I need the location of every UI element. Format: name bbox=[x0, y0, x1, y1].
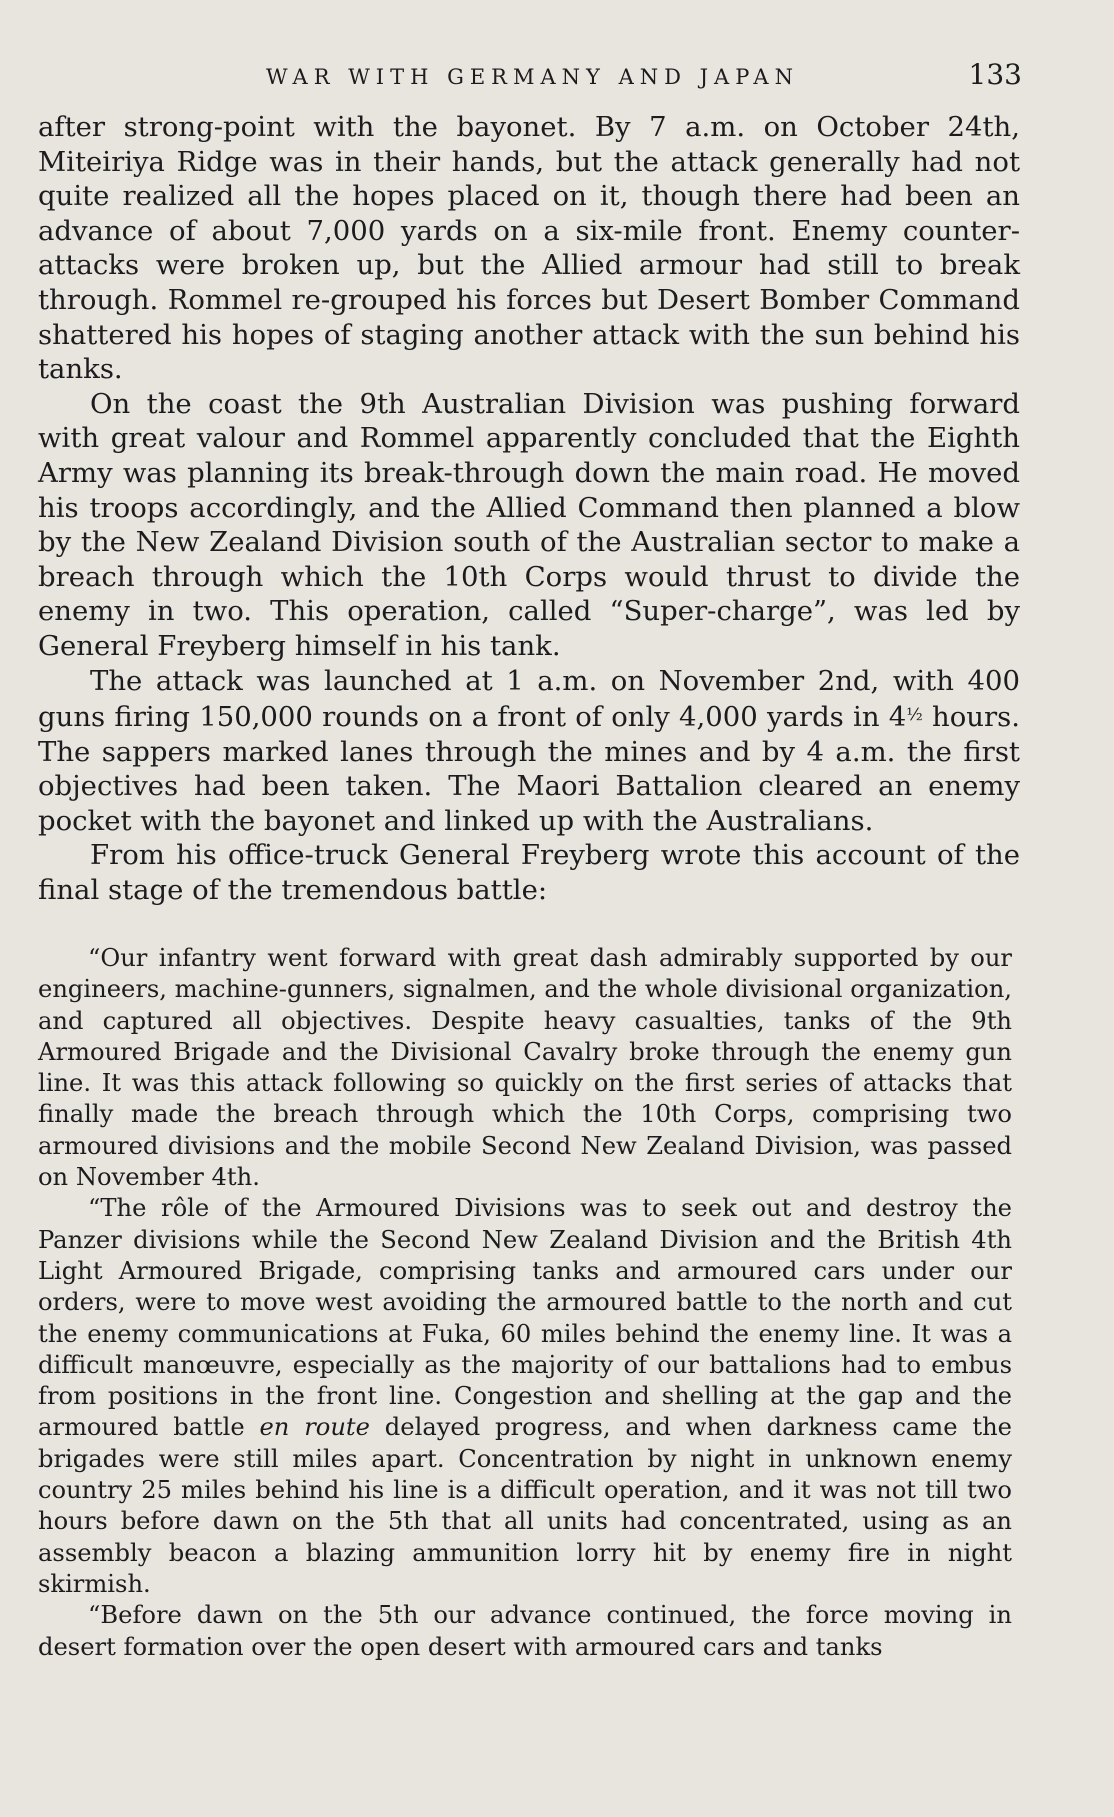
quote-paragraph: “Before dawn on the 5th our advance continued, the force moving in desert formation over the open desert with armoured cars and tanks bbox=[38, 1601, 1012, 1661]
quote-text: delayed progress, and when darkness came the brigades were still miles apart. Concentration by night in unknown enemy country 25 miles behind his line is a difficult operation, and it was not till two hours before dawn on the 5th that all units had concentrated, using as an assembly beacon a blazing ammunition lorry hit by enemy fire in night skirmish. bbox=[38, 1413, 1012, 1598]
block-quote bbox=[38, 943, 1012, 1663]
paragraph: after strong-point with the bayonet. By 7 a.m. on October 24th, Miteiriya Ridge was in their hands, but the attack generally had not quite realized all the hopes placed on it, though there had been an advance of about 7,000 yards on a six-mile front. Enemy counter-attacks were broken up, but the Allied armour had still to break through. Rommel re-grouped his forces but Desert Bomber Command shattered his hopes of staging another attack with the sun behind his tanks. bbox=[38, 111, 1020, 386]
page-number: 133 bbox=[968, 58, 1022, 91]
paragraph bbox=[38, 664, 1020, 839]
quote-paragraph bbox=[38, 1193, 1012, 1600]
body-text bbox=[38, 110, 1020, 908]
paragraph-text: hours. The sappers marked lanes through the mines and by 4 a.m. the first objectives had been taken. The Maori Battalion cleared an enemy pocket with the bayonet and linked up with the Australians. bbox=[38, 701, 1020, 837]
paragraph: From his office-truck General Freyberg wrote this account of the final stage of the tremendous battle: bbox=[38, 839, 1020, 907]
paragraph: On the coast the 9th Australian Division was pushing forward with great valour and Rommel apparently concluded that the Eighth Army was planning its break-through down the main road. He moved his troops accordingly, and the Allied Command then planned a blow by the New Zealand Division south of the Australian sector to make a breach through which the 10th Corps would thrust to divide the enemy in two. This operation, called “Super-charge”, was led by General Freyberg himself in his tank. bbox=[38, 387, 1020, 662]
paragraph-text: The attack was launched at 1 a.m. on November 2nd, with 400 guns firing 150,000 rounds on a front of only 4,000 yards in 4 bbox=[38, 664, 1020, 734]
fraction-half: ½ bbox=[906, 705, 923, 726]
quote-text: “The rôle of the Armoured Divisions was to seek out and destroy the Panzer divisions while the Second New Zealand Division and the British 4th Light Armoured Brigade, comprising tanks and armoured cars under our orders, were to move west avoiding the armoured battle to the north and cut the enemy communications at Fuka, 60 miles behind the enemy line. It was a difficult manœuvre, especially as the majority of our battalions had to embus from positions in the front line. Congestion and shelling at the gap and the armoured battle bbox=[38, 1194, 1012, 1442]
running-head: WAR WITH GERMANY AND JAPAN bbox=[266, 65, 799, 89]
italic-phrase: en route bbox=[259, 1413, 370, 1442]
quote-paragraph: “Our infantry went forward with great dash admirably supported by our engineers, machine-gunners, signalmen, and the whole divisional organization, and captured all objectives. Despite heavy casualties, tanks of the 9th Armoured Brigade and the Divisional Cavalry broke through the enemy gun line. It was this attack following so quickly on the first series of attacks that finally made the breach through which the 10th Corps, comprising two armoured divisions and the mobile Second New Zealand Division, was passed on November 4th. bbox=[38, 944, 1012, 1192]
